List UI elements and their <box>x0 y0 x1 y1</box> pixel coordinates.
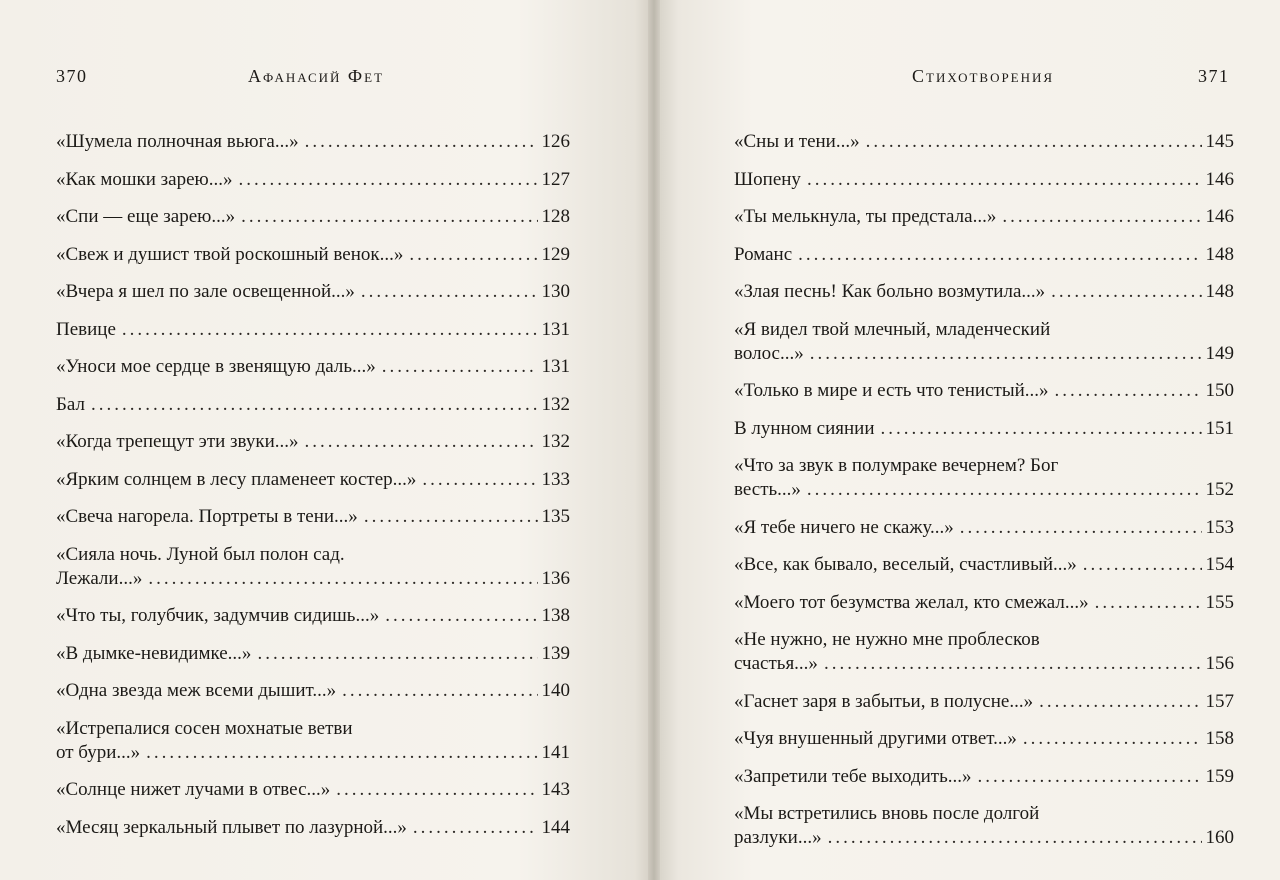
toc-entry <box>56 355 570 379</box>
toc-entry-line <box>734 765 1234 789</box>
dot-leader <box>828 826 1202 850</box>
toc-entry-title: «Свеча нагорела. Портреты в тени...» <box>56 506 358 527</box>
dot-leader <box>1039 690 1201 714</box>
toc-entry-page-number: 157 <box>1205 690 1234 712</box>
toc-entry-page-number: 139 <box>541 642 570 664</box>
toc-entry-page-number: 144 <box>541 816 570 838</box>
toc-entry-page-number: 129 <box>541 243 570 265</box>
dot-leader <box>257 642 537 666</box>
toc-entry-page-number: 148 <box>1205 281 1234 302</box>
toc-entry-title: «Сны и тени...» <box>734 131 860 152</box>
toc-entry <box>56 543 570 591</box>
toc-entry <box>734 205 1234 229</box>
toc-entry <box>56 505 570 529</box>
toc-entry-line <box>56 505 570 529</box>
toc-entry <box>56 816 570 840</box>
toc-entry <box>56 280 570 304</box>
toc-entry-title: Лежали...» <box>56 567 143 589</box>
toc-entry-page-number: 151 <box>1205 417 1234 439</box>
toc-entry-title: Романс <box>734 243 793 265</box>
toc-entry-line <box>734 417 1234 441</box>
toc-entry-page-number: 152 <box>1205 479 1234 500</box>
toc-entry <box>56 168 570 192</box>
toc-entry <box>56 130 570 154</box>
dot-leader <box>1023 727 1202 751</box>
toc-entry-title: «Солнце нижет лучами в отвес...» <box>56 779 331 800</box>
toc-entry <box>56 604 570 628</box>
toc-entry-title-line: «Я видел твой млечный, младенческий <box>734 318 1051 340</box>
toc-entry-page-number: 128 <box>541 206 570 227</box>
toc-entry-page-number: 149 <box>1205 342 1234 364</box>
toc-entry <box>734 454 1234 502</box>
toc-entry <box>56 679 570 703</box>
book-gutter <box>648 0 660 880</box>
toc-entry-line <box>734 553 1234 577</box>
toc-entry-line <box>56 280 570 304</box>
toc-entry-line <box>56 741 570 765</box>
toc-entry <box>734 727 1234 751</box>
toc-entry <box>734 765 1234 789</box>
toc-entry-title: Бал <box>56 393 85 415</box>
toc-entry-title: «В дымке-невидимке...» <box>56 642 252 664</box>
toc-entry-line <box>734 591 1234 615</box>
toc-entry-page-number: 155 <box>1205 591 1234 613</box>
toc-entry-title: «Спи — еще зарею...» <box>56 206 236 227</box>
dot-leader <box>866 130 1202 154</box>
toc-entry-title: «Гаснет заря в забытьи, в полусне...» <box>734 690 1034 712</box>
toc-entry-page-number: 132 <box>541 393 570 415</box>
toc-entry <box>56 318 570 342</box>
toc-entry-line <box>734 516 1234 540</box>
toc-entry-page-number: 160 <box>1205 827 1234 848</box>
toc-entry-page-number: 136 <box>541 567 570 589</box>
dot-leader <box>1095 591 1202 615</box>
toc-entry-title: от бури...» <box>56 741 141 763</box>
dot-leader <box>413 816 538 840</box>
dot-leader <box>305 130 538 154</box>
dot-leader <box>385 604 537 628</box>
toc-entry <box>734 802 1234 850</box>
toc-entry-title: «Моего тот безумства желал, кто смежал...» <box>734 591 1089 613</box>
toc-entry-line <box>734 652 1234 676</box>
toc-entry <box>734 591 1234 615</box>
toc-entry-title: разлуки...» <box>734 827 822 848</box>
toc-entry-title: «Свеж и душист твой роскошный венок...» <box>56 243 404 265</box>
toc-list-right <box>734 130 1234 864</box>
toc-entry-page-number: 156 <box>1205 653 1234 674</box>
toc-entry-line <box>56 468 570 492</box>
toc-entry <box>56 205 570 229</box>
dot-leader <box>978 765 1202 789</box>
toc-entry-title: «Запретили тебе выходить...» <box>734 765 972 787</box>
toc-entry <box>734 243 1234 267</box>
toc-entry-title: «Месяц зеркальный плывет по лазурной...» <box>56 816 407 838</box>
toc-entry <box>734 516 1234 540</box>
toc-entry-page-number: 138 <box>541 605 570 626</box>
toc-entry-line <box>734 280 1234 304</box>
toc-entry-title-line: «Мы встретились вновь после долгой <box>734 803 1040 824</box>
dot-leader <box>422 468 537 492</box>
dot-leader <box>382 355 538 379</box>
toc-entry-title: В лунном сиянии <box>734 417 875 439</box>
toc-entry-title-line: «Что за звук в полумраке вечернем? Бог <box>734 455 1059 476</box>
toc-list-left <box>56 130 570 853</box>
toc-entry-page-number: 131 <box>541 356 570 377</box>
toc-entry <box>734 690 1234 714</box>
running-head-section: Стихотворения <box>912 66 1055 86</box>
dot-leader <box>238 168 537 192</box>
toc-entry-line <box>56 205 570 229</box>
toc-entry-line <box>734 826 1234 850</box>
toc-entry-line <box>56 318 570 342</box>
toc-entry-page-number: 158 <box>1205 728 1234 749</box>
toc-entry-title: «Все, как бывало, веселый, счастливый...» <box>734 554 1077 575</box>
toc-entry-page-number: 159 <box>1205 765 1234 787</box>
toc-entry-title: Певице <box>56 318 116 340</box>
toc-entry <box>734 379 1234 403</box>
dot-leader <box>241 205 537 229</box>
toc-entry-page-number: 148 <box>1205 243 1234 265</box>
running-head-author: Афанасий Фет <box>248 66 385 86</box>
dot-leader <box>122 318 538 342</box>
dot-leader <box>807 168 1202 192</box>
toc-entry-title: «Что ты, голубчик, задумчив сидишь...» <box>56 605 380 626</box>
toc-entry-line <box>734 478 1234 502</box>
dot-leader <box>364 505 538 529</box>
toc-entry-page-number: 146 <box>1205 206 1234 227</box>
toc-entry <box>56 243 570 267</box>
toc-entry-title: «Одна звезда меж всеми дышит...» <box>56 680 337 701</box>
page-number-left: 370 <box>56 66 88 86</box>
dot-leader <box>1055 379 1202 403</box>
toc-entry <box>734 318 1234 366</box>
dot-leader <box>1083 553 1202 577</box>
toc-entry <box>56 717 570 765</box>
toc-entry-line <box>734 205 1234 229</box>
toc-entry-title: «Злая песнь! Как больно возмутила...» <box>734 281 1046 302</box>
dot-leader <box>960 516 1202 540</box>
toc-entry <box>734 553 1234 577</box>
toc-entry-page-number: 140 <box>541 680 570 701</box>
toc-entry <box>734 628 1234 676</box>
dot-leader <box>1051 280 1201 304</box>
toc-entry-page-number: 133 <box>541 468 570 490</box>
toc-entry <box>56 430 570 454</box>
toc-entry-line <box>56 243 570 267</box>
dot-leader <box>810 342 1202 366</box>
toc-entry <box>56 778 570 802</box>
toc-entry-line <box>56 567 570 591</box>
toc-entry-line <box>56 168 570 192</box>
toc-entry-line <box>734 690 1234 714</box>
toc-entry-page-number: 145 <box>1205 131 1234 152</box>
toc-entry <box>56 468 570 492</box>
toc-entry-line <box>56 604 570 628</box>
toc-entry-page-number: 141 <box>541 741 570 763</box>
toc-entry-title: «Я тебе ничего не скажу...» <box>734 516 954 538</box>
toc-entry-title: «Как мошки зарею...» <box>56 168 233 190</box>
toc-entry-title: «Чуя внушенный другими ответ...» <box>734 728 1017 749</box>
toc-entry-title: весть...» <box>734 479 801 500</box>
dot-leader <box>148 567 537 591</box>
toc-entry-line <box>56 778 570 802</box>
toc-entry-line <box>56 816 570 840</box>
toc-entry <box>734 417 1234 441</box>
toc-entry-page-number: 131 <box>541 318 570 340</box>
toc-entry-line <box>734 168 1234 192</box>
toc-entry-line <box>56 642 570 666</box>
dot-leader <box>361 280 538 304</box>
dot-leader <box>305 430 538 454</box>
toc-entry-line <box>734 130 1234 154</box>
dot-leader <box>807 478 1202 502</box>
toc-entry-page-number: 127 <box>541 168 570 190</box>
dot-leader <box>881 417 1202 441</box>
dot-leader <box>146 741 537 765</box>
toc-entry-page-number: 143 <box>541 779 570 800</box>
toc-entry-title: Шопену <box>734 168 801 190</box>
toc-entry-title: «Ты мелькнула, ты предстала...» <box>734 206 997 227</box>
toc-entry-line <box>56 679 570 703</box>
toc-entry-page-number: 154 <box>1205 554 1234 575</box>
toc-entry <box>734 280 1234 304</box>
toc-entry-page-number: 132 <box>541 431 570 452</box>
dot-leader <box>798 243 1201 267</box>
toc-entry-line <box>734 342 1234 366</box>
dot-leader <box>409 243 537 267</box>
toc-entry <box>734 168 1234 192</box>
toc-entry-title: «Ярким солнцем в лесу пламенеет костер...» <box>56 468 417 490</box>
right-page <box>660 0 1280 880</box>
toc-entry-page-number: 126 <box>541 131 570 152</box>
dot-leader <box>824 652 1202 676</box>
dot-leader <box>91 393 538 417</box>
toc-entry-title: счастья...» <box>734 653 818 674</box>
toc-entry-title: «Уноси мое сердце в звенящую даль...» <box>56 356 376 377</box>
toc-entry-page-number: 135 <box>541 506 570 527</box>
toc-entry-title: «Шумела полночная вьюга...» <box>56 131 299 152</box>
toc-entry <box>56 393 570 417</box>
toc-entry-title: «Только в мире и есть что тенистый...» <box>734 380 1049 401</box>
toc-entry-line <box>56 393 570 417</box>
toc-entry-line <box>56 130 570 154</box>
toc-entry-line <box>56 355 570 379</box>
toc-entry-page-number: 150 <box>1205 380 1234 401</box>
toc-entry-page-number: 153 <box>1205 516 1234 538</box>
toc-entry-line <box>734 727 1234 751</box>
toc-entry <box>56 642 570 666</box>
page-number-right: 371 <box>1198 66 1230 86</box>
toc-entry-title: волос...» <box>734 342 804 364</box>
toc-entry-title-line: «Истрепалися сосен мохнатые ветви <box>56 717 353 739</box>
toc-entry-title-line: «Не нужно, не нужно мне проблесков <box>734 629 1040 650</box>
toc-entry <box>734 130 1234 154</box>
toc-entry-line <box>734 243 1234 267</box>
toc-entry-page-number: 146 <box>1205 168 1234 190</box>
toc-entry-title-line: «Сияла ночь. Луной был полон сад. <box>56 543 345 565</box>
toc-entry-page-number: 130 <box>541 281 570 302</box>
dot-leader <box>1002 205 1201 229</box>
toc-entry-line <box>56 430 570 454</box>
dot-leader <box>342 679 537 703</box>
toc-entry-title: «Когда трепещут эти звуки...» <box>56 431 299 452</box>
toc-entry-title: «Вчера я шел по зале освещенной...» <box>56 281 355 302</box>
toc-entry-line <box>734 379 1234 403</box>
dot-leader <box>336 778 537 802</box>
